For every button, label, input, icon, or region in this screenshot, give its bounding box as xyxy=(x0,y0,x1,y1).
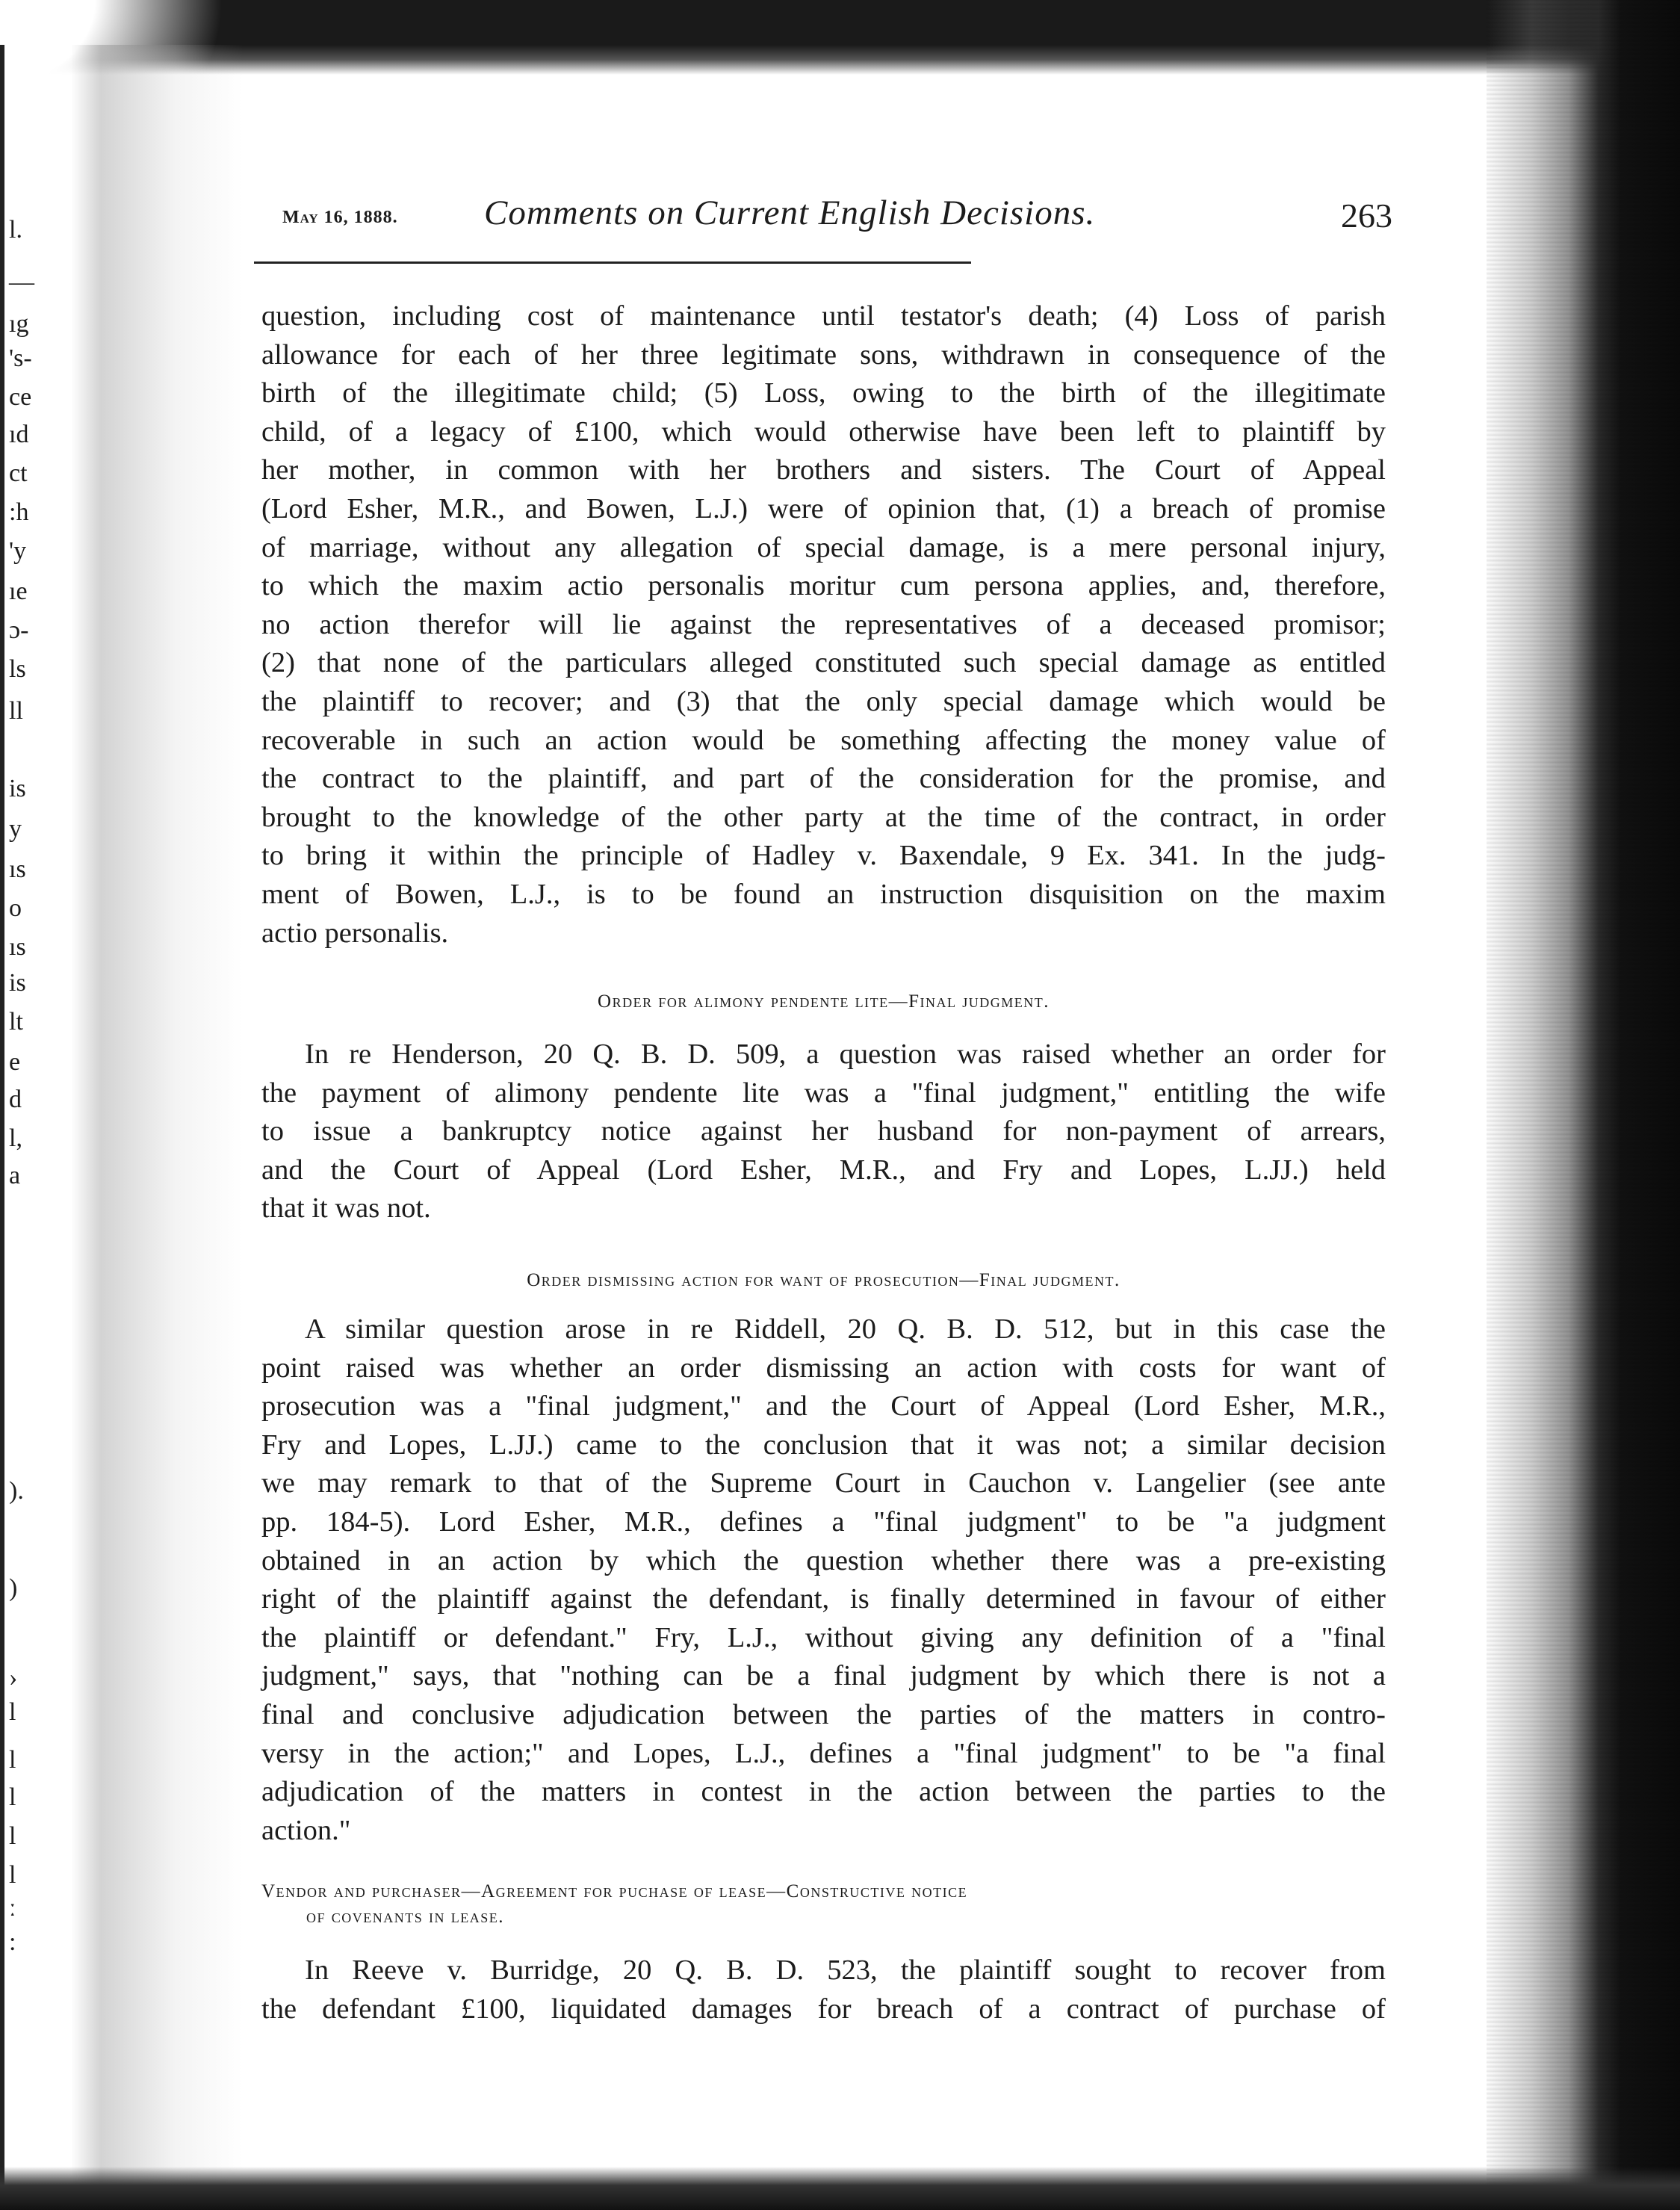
margin-fragment: ct xyxy=(9,459,28,487)
section-4-body xyxy=(261,1951,1386,2028)
section-heading: Order dismissing action for want of prosecution—Final judgment. xyxy=(527,1270,1120,1290)
text-line: actio personalis. xyxy=(261,917,449,949)
margin-fragment: ıd xyxy=(9,421,29,448)
section-3 xyxy=(261,1270,1386,1291)
text-line: prosecution was a "final judgment," and the Court of Appeal (Lord Esher, M.R., xyxy=(261,1390,1386,1423)
margin-fragment: ls xyxy=(9,655,26,683)
margin-fragment: lt xyxy=(9,1008,23,1036)
margin-fragment: l, xyxy=(9,1124,22,1152)
margin-fragment: is xyxy=(9,775,26,802)
text-line: ment of Bowen, L.J., is to be found an instruction disquisition on the maxim xyxy=(261,878,1386,910)
text-line: no action therefor will lie against the representatives of a deceased promisor; xyxy=(261,608,1386,640)
text-line: versy in the action;" and Lopes, L.J., defines a "final judgment" to be "a final xyxy=(261,1737,1386,1769)
text-line: the defendant £100, liquidated damages for breach of a contract of purchase of xyxy=(261,1993,1386,2025)
text-line: pp. 184-5). Lord Esher, M.R., defines a "final judgment" to be "a judgment xyxy=(261,1505,1386,1538)
text-line: the payment of alimony pendente lite was a "final judgment," entitling the wife xyxy=(261,1077,1386,1109)
section-1 xyxy=(261,297,1386,953)
text-line: that it was not. xyxy=(261,1192,431,1225)
paragraph-riddell xyxy=(261,1310,1386,1850)
text-line: we may remark to that of the Supreme Court in Cauchon v. Langelier (see ante xyxy=(261,1467,1386,1499)
margin-fragment: ). xyxy=(9,1477,24,1505)
text-line: to which the maxim actio personalis moritur cum persona applies, and, therefore, xyxy=(261,570,1386,602)
margin-fragment: ː xyxy=(9,1894,16,1922)
paragraph-reeve xyxy=(261,1951,1386,2028)
paragraph-henderson xyxy=(261,1036,1386,1228)
text-line: judgment," says, that "nothing can be a final judgment by which there is not a xyxy=(261,1660,1386,1692)
text-line: In re Henderson, 20 Q. B. D. 509, a question was raised whether an order for xyxy=(305,1039,1386,1070)
text-line: the plaintiff or defendant." Fry, L.J., without giving any definition of a "final xyxy=(261,1621,1386,1653)
text-line: to bring it within the principle of Hadley v. Baxendale, 9 Ex. 341. In the judg- xyxy=(261,840,1386,872)
margin-fragment: y xyxy=(9,815,22,843)
margin-fragment: o xyxy=(9,894,22,922)
section-3-body xyxy=(261,1310,1386,1850)
margin-fragment: ce xyxy=(9,383,32,411)
scan-shadow-right xyxy=(1487,0,1680,2210)
text-line: right of the plaintiff against the defendant, is finally determined in favour of either xyxy=(261,1583,1386,1615)
text-line: her mother, in common with her brothers and sisters. The Court of Appeal xyxy=(261,454,1386,486)
text-line: point raised was whether an order dismissing an action with costs for want of xyxy=(261,1352,1386,1384)
margin-fragment: :h xyxy=(9,498,29,526)
margin-fragment: ɔ- xyxy=(9,616,29,644)
section-heading: Vendor and purchaser—Agreement for puchase of lease—Constructive notice xyxy=(261,1881,968,1901)
section-2 xyxy=(261,991,1386,1012)
margin-fragment: ıs xyxy=(9,855,26,883)
margin-fragment: 's- xyxy=(9,344,32,372)
header-rule xyxy=(254,261,971,264)
text-line: (Lord Esher, M.R., and Bowen, L.J.) were of opinion that, (1) a breach of promise xyxy=(261,492,1386,524)
text-line: brought to the knowledge of the other party at the time of the contract, in order xyxy=(261,801,1386,833)
text-line: of marriage, without any allegation of special damage, is a mere personal injury, xyxy=(261,531,1386,563)
margin-fragment: — xyxy=(9,268,34,296)
text-line: Fry and Lopes, L.JJ.) came to the conclusion that it was not; a similar decision xyxy=(261,1429,1386,1461)
text-line: final and conclusive adjudication between the parties of the matters in contro- xyxy=(261,1698,1386,1730)
margin-fragment: l xyxy=(9,1746,16,1774)
margin-fragment: l xyxy=(9,1698,16,1726)
section-2-body xyxy=(261,1036,1386,1228)
section-4 xyxy=(261,1881,1386,1928)
scan-shadow-top xyxy=(0,0,1680,75)
text-line: In Reeve v. Burridge, 20 Q. B. D. 523, the plaintiff sought to recover from xyxy=(305,1954,1386,1986)
head-date: May 16, 1888. xyxy=(282,208,398,227)
paragraph-continuation xyxy=(261,297,1386,953)
head-title: Comments on Current English Decisions. xyxy=(484,194,1096,232)
text-line: obtained in an action by which the question whether there was a pre-existing xyxy=(261,1544,1386,1576)
text-line: question, including cost of maintenance until testator's death; (4) Loss of parish xyxy=(261,300,1386,332)
text-line: adjudication of the matters in contest in the action between the parties to the xyxy=(261,1776,1386,1808)
section-heading: Order for alimony pendente lite—Final judgment. xyxy=(598,991,1050,1012)
margin-fragment: e xyxy=(9,1048,21,1076)
margin-fragment: 'y xyxy=(9,537,27,565)
text-line: the plaintiff to recover; and (3) that the only special damage which would be xyxy=(261,685,1386,717)
margin-fragment: l xyxy=(9,1822,16,1850)
margin-fragment: l xyxy=(9,1783,16,1811)
margin-fragment: : xyxy=(9,1928,16,1956)
margin-fragment: ıg xyxy=(9,310,29,338)
facing-page-fragments xyxy=(0,0,67,2210)
margin-fragment: l. xyxy=(9,216,22,244)
text-line: child, of a legacy of £100, which would otherwise have been left to plaintiff by xyxy=(261,415,1386,448)
page-number: 263 xyxy=(1341,196,1392,235)
margin-fragment: a xyxy=(9,1162,21,1189)
scan-shadow-gutter xyxy=(71,45,243,2210)
text-line: birth of the illegitimate child; (5) Loss, owing to the birth of the illegitimate xyxy=(261,377,1386,409)
text-line: allowance for each of her three legitimate sons, withdrawn in consequence of the xyxy=(261,338,1386,371)
margin-fragment: is xyxy=(9,969,26,997)
margin-fragment: l xyxy=(9,1861,16,1889)
text-line: A similar question arose in re Riddell, 20 Q. B. D. 512, but in this case the xyxy=(305,1313,1386,1345)
text-line: the contract to the plaintiff, and part of the consideration for the promise, and xyxy=(261,763,1386,795)
text-line: and the Court of Appeal (Lord Esher, M.R., and Fry and Lopes, L.JJ.) held xyxy=(261,1154,1386,1186)
text-line: (2) that none of the particulars alleged constituted such special damage as entitled xyxy=(261,647,1386,679)
margin-fragment: ıs xyxy=(9,933,26,961)
margin-fragment: ll xyxy=(9,697,23,725)
margin-fragment: ıe xyxy=(9,578,28,605)
margin-fragment: › xyxy=(9,1664,18,1691)
section-heading-cont: of covenants in lease. xyxy=(306,1907,504,1927)
text-line: action." xyxy=(261,1814,351,1846)
margin-fragment: d xyxy=(9,1086,22,1113)
text-line: recoverable in such an action would be something affecting the money value of xyxy=(261,724,1386,756)
margin-fragment: ) xyxy=(9,1574,18,1602)
running-head xyxy=(282,193,1392,245)
text-line: to issue a bankruptcy notice against her husband for non-payment of arrears, xyxy=(261,1115,1386,1148)
scan-shadow-bottom xyxy=(0,2167,1680,2210)
